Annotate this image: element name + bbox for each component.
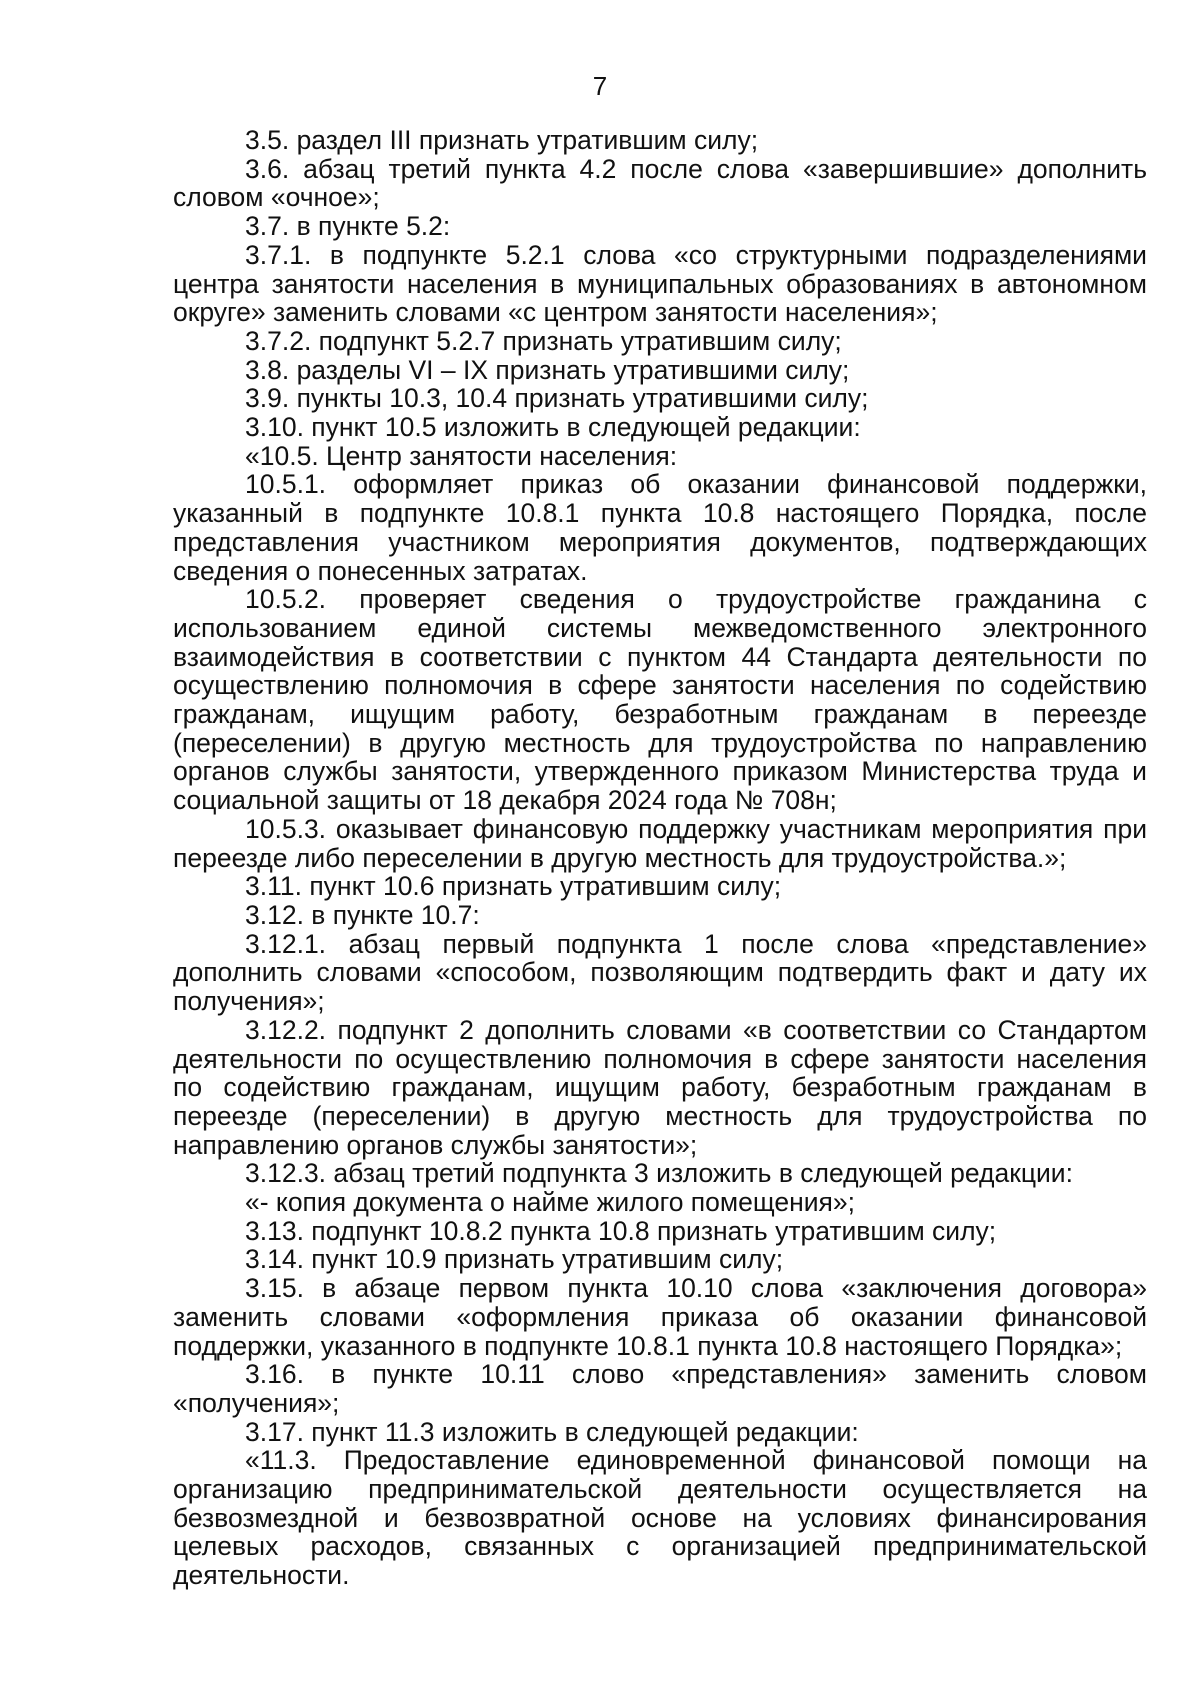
paragraph-10-5: «10.5. Центр занятости населения:: [245, 440, 678, 471]
paragraph-3-6: 3.6. абзац третий пункта 4.2 после слова «завершившие» дополнить словом «очное»;: [173, 153, 1147, 213]
paragraph-10-5-3: 10.5.3. оказывает финансовую поддержку участникам мероприятия при переезде либо переселении в другую местность для трудоустройства.»;: [173, 813, 1147, 873]
paragraph-10-5-1: 10.5.1. оформляет приказ об оказании финансовой поддержки, указанный в подпункте 10.8.1 пункта 10.8 настоящего Порядка, после представления участником мероприятия документов, подтверждающих сведения о понесенных затратах.: [173, 469, 1147, 586]
paragraph-3-11: 3.11. пункт 10.6 признать утратившим силу;: [245, 871, 782, 902]
paragraph-3-15: 3.15. в абзаце первом пункта 10.10 слова «заключения договора» заменить словами «оформления приказа об оказании финансовой поддержки, указанного в подпункте 10.8.1 пункта 10.8 настоящего Порядка»;: [173, 1273, 1147, 1361]
paragraph-10-5-2: 10.5.2. проверяет сведения о трудоустройстве гражданина с использованием единой системы межведомственного электронного взаимодействия в соответствии с пунктом 44 Стандарта деятельности по осуществлению полномочия в сфере занятости населения по содействию гражданам, ищущим работу, безработным гражданам в переезде (переселении) в другую местность для трудоустройства по направлению органов службы занятости, утвержденного приказом Министерства труда и социальной защиты от 18 декабря 2024 года № 708н;: [173, 584, 1147, 816]
paragraph-quote-copy: «- копия документа о найме жилого помещения»;: [245, 1187, 855, 1218]
paragraph-3-17: 3.17. пункт 11.3 изложить в следующей редакции:: [245, 1416, 859, 1447]
paragraph-3-12-3: 3.12.3. абзац третий подпункта 3 изложить в следующей редакции:: [245, 1158, 1073, 1189]
paragraph-3-14: 3.14. пункт 10.9 признать утратившим силу;: [245, 1244, 784, 1275]
paragraph-3-10: 3.10. пункт 10.5 изложить в следующей редакции:: [245, 412, 861, 443]
document-body: [173, 126, 1147, 1590]
paragraph-3-12-2: 3.12.2. подпункт 2 дополнить словами «в соответствии со Стандартом деятельности по осуществлению полномочия в сфере занятости населения по содействию гражданам, ищущим работу, безработным гражданам в переезде (переселении) в другую местность для трудоустройства по направлению органов службы занятости»;: [173, 1014, 1147, 1160]
paragraph-3-5: 3.5. раздел III признать утратившим силу;: [245, 125, 759, 155]
page-number: 7: [592, 71, 608, 101]
paragraph-3-12: 3.12. в пункте 10.7:: [245, 899, 480, 930]
paragraph-3-13: 3.13. подпункт 10.8.2 пункта 10.8 признать утратившим силу;: [245, 1215, 997, 1246]
paragraph-11-3: «11.3. Предоставление единовременной финансовой помощи на организацию предпринимательской деятельности осуществляется на безвозмездной и безвозвратной основе на условиях финансирования целевых расходов, связанных с организацией предпринимательской деятельности.: [173, 1445, 1147, 1591]
paragraph-3-7: 3.7. в пункте 5.2:: [245, 211, 451, 242]
paragraph-3-9: 3.9. пункты 10.3, 10.4 признать утратившими силу;: [245, 383, 869, 414]
paragraph-3-16: 3.16. в пункте 10.11 слово «представления» заменить словом «получения»;: [173, 1359, 1147, 1418]
paragraph-3-8: 3.8. разделы VI – IX признать утратившими силу;: [245, 354, 850, 385]
paragraph-3-7-2: 3.7.2. подпункт 5.2.7 признать утратившим силу;: [245, 325, 842, 356]
paragraph-3-12-1: 3.12.1. абзац первый подпункта 1 после слова «представление» дополнить словами «способом, позволяющим подтвердить факт и дату их получения»;: [173, 928, 1147, 1017]
paragraph-3-7-1: 3.7.1. в подпункте 5.2.1 слова «со структурными подразделениями центра занятости населения в муниципальных образованиях в автономном округе» заменить словами «с центром занятости населения»;: [173, 239, 1147, 328]
